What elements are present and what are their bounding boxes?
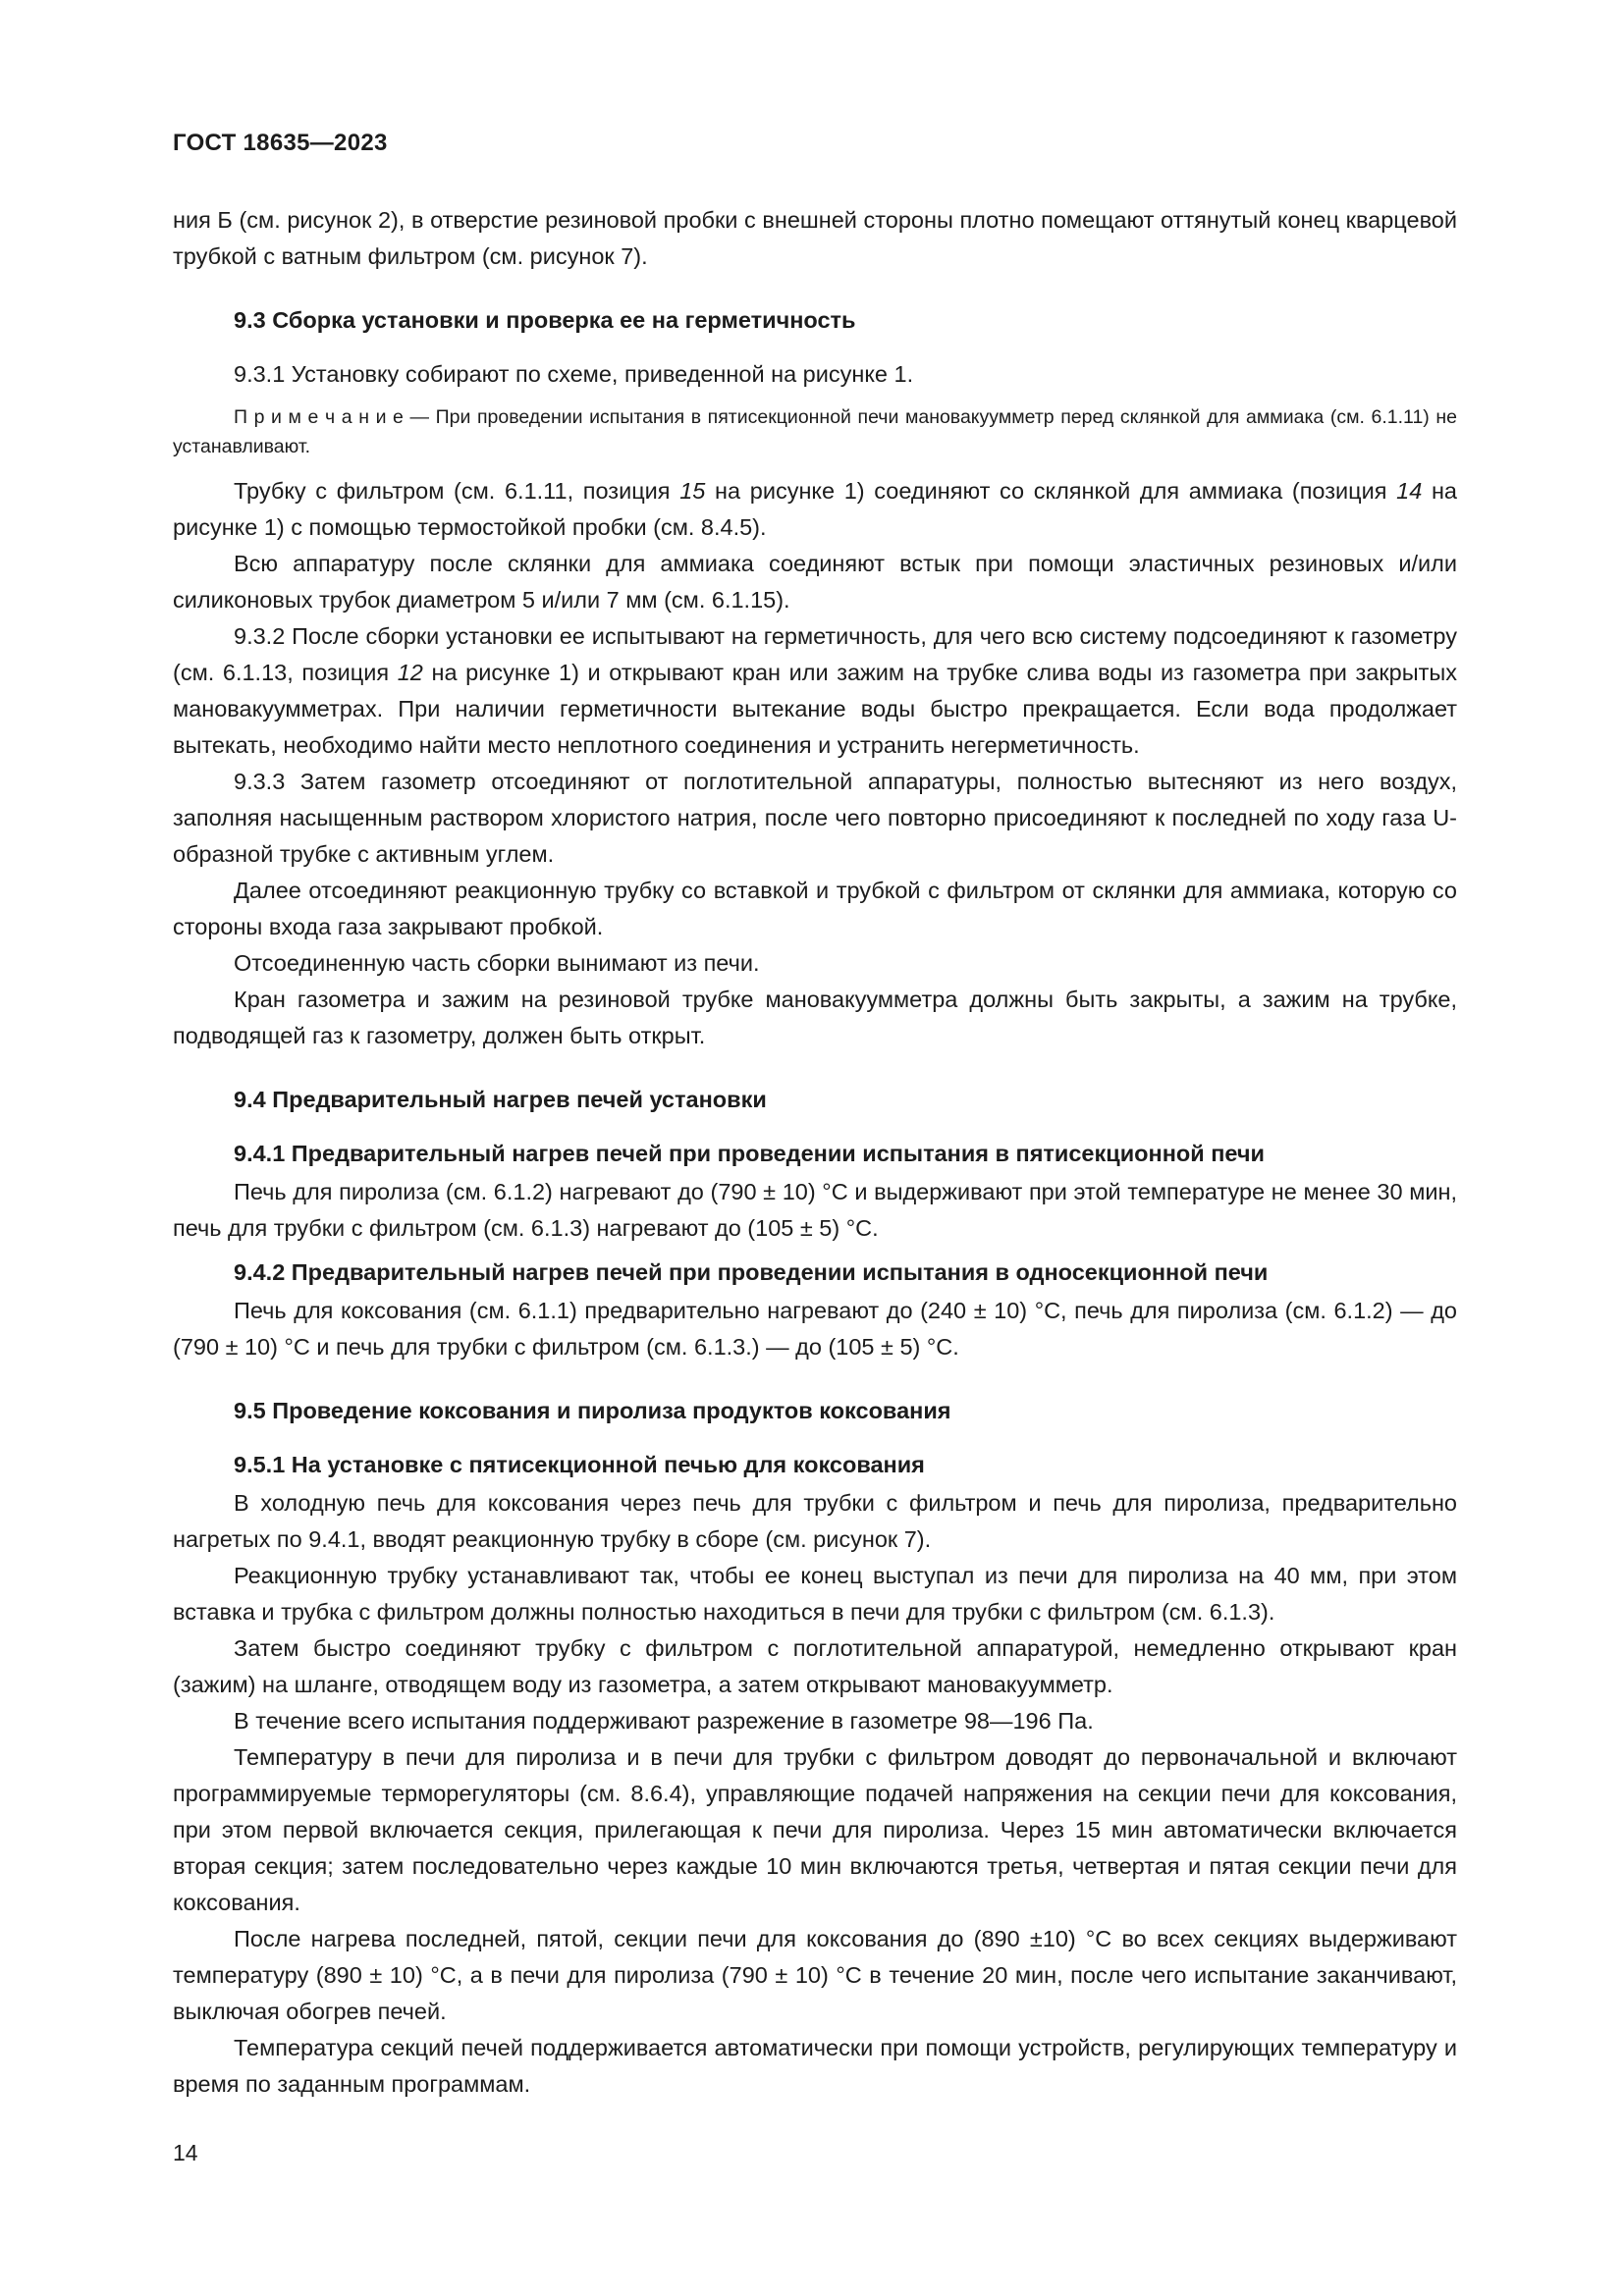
paragraph (173, 2030, 1457, 2103)
italic-reference: 12 (397, 660, 423, 685)
paragraph (173, 1703, 1457, 1739)
text-run: 9.3.3 Затем газометр отсоединяют от поглотительной аппаратуры, полностью вытесняют из него воздух, заполняя насыщенным раствором хлористого натрия, после чего повторно присоединяют к последней по ходу газа U-образной трубке с активным углем. (173, 769, 1457, 867)
paragraph (173, 1174, 1457, 1247)
document-body (173, 202, 1457, 2103)
paragraph (173, 1558, 1457, 1630)
paragraph (173, 1485, 1457, 1558)
text-run: 9.5.1 На установке с пятисекционной печью для коксования (234, 1452, 925, 1477)
text-run: 9.4.1 Предварительный нагрев печей при проведении испытания в пятисекционной печи (234, 1141, 1265, 1166)
section-heading (173, 302, 1457, 339)
paragraph (173, 356, 1457, 393)
section-heading (173, 1393, 1457, 1429)
text-run: Температуру в печи для пиролиза и в печи для трубки с фильтром доводят до первоначальной и включают программируемые терморегуляторы (см. 8.6.4), управляющие подачей напряжения на секции печи для коксования, при этом первой включается секция, прилегающая к печи для пиролиза. Через 15 мин автоматически включается вторая секция; затем последовательно через каждые 10 мин включаются третья, четвертая и пятая секции печи для коксования. (173, 1744, 1457, 1915)
paragraph (173, 1739, 1457, 1921)
text-run: 9.3.2 После сборки установки ее испытывают на герметичность, для чего всю систему подсоединяют к газометру (см. 6.1.13, позиция (173, 623, 1457, 685)
subsection-heading (173, 1136, 1457, 1172)
text-run: В холодную печь для коксования через печь для трубки с фильтром и печь для пиролиза, предварительно нагретых по 9.4.1, вводят реакционную трубку в сборе (см. рисунок 7). (173, 1490, 1457, 1552)
text-run: В течение всего испытания поддерживают разрежение в газометре 98—196 Па. (234, 1708, 1094, 1734)
text-run: Кран газометра и зажим на резиновой трубке мановакуумметра должны быть закрыты, а зажим на трубке, подводящей газ к газометру, должен быть открыт. (173, 987, 1457, 1048)
text-run: Далее отсоединяют реакционную трубку со вставкой и трубкой с фильтром от склянки для аммиака, которую со стороны входа газа закрывают пробкой. (173, 878, 1457, 939)
text-run: 9.4 Предварительный нагрев печей установки (234, 1087, 767, 1112)
text-run: Печь для пиролиза (см. 6.1.2) нагревают до (790 ± 10) °С и выдерживают при этой температуре не менее 30 мин, печь для трубки с фильтром (см. 6.1.3) нагревают до (105 ± 5) °С. (173, 1179, 1457, 1241)
text-run: 9.3 Сборка установки и проверка ее на герметичность (234, 307, 856, 333)
text-run: на рисунке 1) соединяют со склянкой для аммиака (позиция (705, 478, 1397, 504)
paragraph (173, 1630, 1457, 1703)
paragraph (173, 202, 1457, 275)
text-run: После нагрева последней, пятой, секции печи для коксования до (890 ±10) °С во всех секциях выдерживают температуру (890 ± 10) °С, а в печи для пиролиза (790 ± 10) °С в течение 20 мин, после чего испытание заканчивают, выключая обогрев печей. (173, 1926, 1457, 2024)
italic-reference: 14 (1396, 478, 1423, 504)
text-run: П р и м е ч а н и е — При проведении испытания в пятисекционной печи мановакуумметр перед склянкой для аммиака (см. 6.1.11) не устанавливают. (173, 406, 1457, 457)
text-run: Всю аппаратуру после склянки для аммиака соединяют встык при помощи эластичных резиновых и/или силиконовых трубок диаметром 5 и/или 7 мм (см. 6.1.15). (173, 551, 1457, 613)
paragraph (173, 873, 1457, 945)
text-run: 9.4.2 Предварительный нагрев печей при проведении испытания в односекционной печи (234, 1259, 1269, 1285)
paragraph (173, 1293, 1457, 1365)
subsection-heading (173, 1447, 1457, 1483)
text-run: Температура секций печей поддерживается автоматически при помощи устройств, регулирующих температуру и время по заданным программам. (173, 2035, 1457, 2097)
text-run: Затем быстро соединяют трубку с фильтром с поглотительной аппаратурой, немедленно открывают кран (зажим) на шланге, отводящем воду из газометра, а затем открывают мановакуумметр. (173, 1635, 1457, 1697)
text-run: Реакционную трубку устанавливают так, чтобы ее конец выступал из печи для пиролиза на 40 мм, при этом вставка и трубка с фильтром должны полностью находиться в печи для трубки с фильтром (см. 6.1.3). (173, 1563, 1457, 1625)
paragraph (173, 982, 1457, 1054)
text-run: ния Б (см. рисунок 2), в отверстие резиновой пробки с внешней стороны плотно помещают оттянутый конец кварцевой трубкой с ватным фильтром (см. рисунок 7). (173, 207, 1457, 269)
text-run: 9.5 Проведение коксования и пиролиза продуктов коксования (234, 1398, 951, 1423)
text-run: на рисунке 1) с помощью термостойкой пробки (см. 8.4.5). (173, 478, 1457, 540)
page-number: 14 (173, 2140, 198, 2165)
paragraph (173, 473, 1457, 546)
paragraph (173, 945, 1457, 982)
paragraph (173, 764, 1457, 873)
note-paragraph (173, 402, 1457, 461)
section-heading (173, 1082, 1457, 1118)
paragraph (173, 618, 1457, 764)
document-standard-number: ГОСТ 18635—2023 (173, 130, 388, 156)
italic-reference: 15 (679, 478, 706, 504)
paragraph (173, 1921, 1457, 2030)
text-run: Отсоединенную часть сборки вынимают из печи. (234, 950, 760, 976)
text-run: Печь для коксования (см. 6.1.1) предварительно нагревают до (240 ± 10) °С, печь для пиролиза (см. 6.1.2) — до (790 ± 10) °С и печь для трубки с фильтром (см. 6.1.3.) — до (105 ± 5) °С. (173, 1298, 1457, 1360)
text-run: на рисунке 1) и открывают кран или зажим на трубке слива воды из газометра при закрытых мановакуумметрах. При наличии герметичности вытекание воды быстро прекращается. Если вода продолжает вытекать, необходимо найти место неплотного соединения и устранить негерметичность. (173, 660, 1457, 758)
text-run: 9.3.1 Установку собирают по схеме, приведенной на рисунке 1. (234, 361, 914, 387)
paragraph (173, 546, 1457, 618)
text-run: Трубку с фильтром (см. 6.1.11, позиция (234, 478, 680, 504)
subsection-heading (173, 1255, 1457, 1291)
